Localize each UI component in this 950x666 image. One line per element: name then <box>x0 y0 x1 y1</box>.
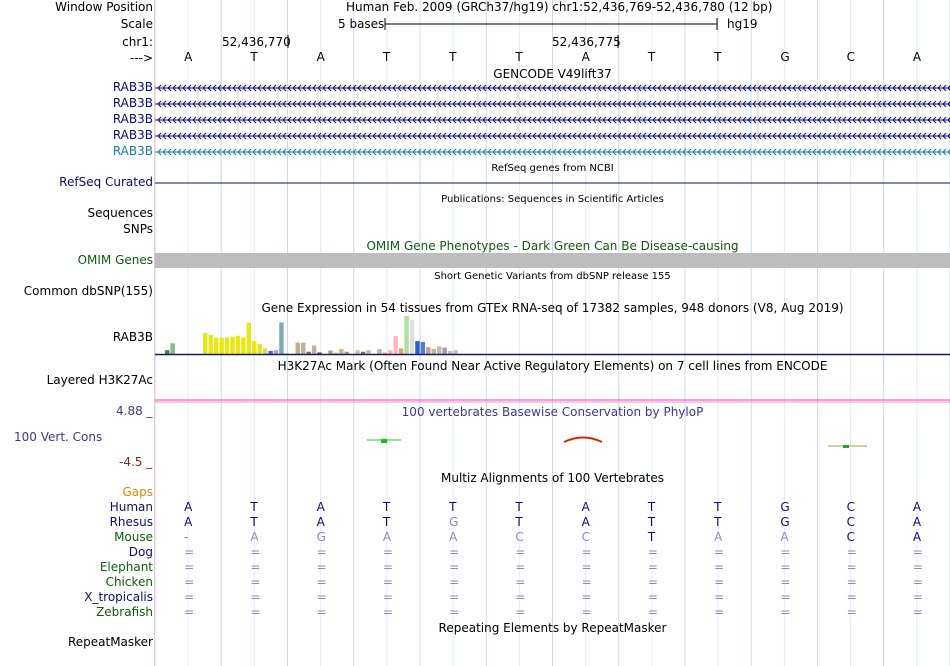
alignment-base: = <box>250 560 261 574</box>
gtex-bar <box>219 338 223 354</box>
alignment-base: A <box>184 500 193 514</box>
gencode-transcript-label: RAB3B <box>112 96 153 110</box>
alignment-base: = <box>714 575 725 589</box>
snps-label[interactable]: SNPs <box>123 222 153 236</box>
ruler-base: A <box>581 50 590 64</box>
alignment-base: = <box>449 605 460 619</box>
gencode-transcript-label: RAB3B <box>112 112 153 126</box>
alignment-base: C <box>846 530 856 544</box>
alignment-base: A <box>250 530 259 544</box>
alignment-base: T <box>382 500 391 514</box>
gtex-bar <box>241 338 245 354</box>
gtex-bar <box>247 323 251 354</box>
alignment-base: A <box>714 530 723 544</box>
alignment-base: = <box>382 545 393 559</box>
alignment-base: = <box>647 590 658 604</box>
repeatmasker-title[interactable]: Repeating Elements by RepeatMasker <box>438 621 667 635</box>
gtex-title[interactable]: Gene Expression in 54 tissues from GTEx RNA-seq of 17382 samples, 948 donors (V8, Aug 2019) <box>261 301 844 315</box>
alignment-base: = <box>316 605 327 619</box>
dbsnp-title[interactable]: Short Genetic Variants from dbSNP release 155 <box>434 271 671 282</box>
alignment-base: = <box>184 575 195 589</box>
gtex-bar <box>345 352 349 354</box>
alignment-base: = <box>382 590 393 604</box>
alignment-base: = <box>250 545 261 559</box>
alignment-base: G <box>780 500 790 514</box>
strand-label: ---> <box>129 51 153 65</box>
coord-label-a: 52,436,770 <box>222 35 291 49</box>
gtex-bar <box>393 336 397 354</box>
scale-label: Scale <box>120 17 153 31</box>
alignment-base: T <box>714 515 722 529</box>
alignment-base: = <box>912 590 923 604</box>
gtex-bar <box>263 348 267 354</box>
window-position-text: Human Feb. 2009 (GRCh37/hg19) chr1:52,436,769-52,436,780 (12 bp) <box>346 0 773 14</box>
alignment-base: = <box>250 575 261 589</box>
gtex-bar <box>404 316 408 354</box>
gtex-bar <box>421 342 425 354</box>
gencode-title[interactable]: GENCODE V49lift37 <box>493 67 612 81</box>
alignment-base: = <box>316 560 327 574</box>
alignment-base: T <box>250 515 258 529</box>
gtex-bar <box>399 348 403 354</box>
alignment-base: = <box>647 605 658 619</box>
alignment-base: G <box>316 530 326 544</box>
gtex-bar <box>252 341 256 354</box>
alignment-base: = <box>382 605 393 619</box>
alignment-base: = <box>780 545 791 559</box>
ruler-base: A <box>316 50 325 64</box>
alignment-base: A <box>184 515 193 529</box>
chrom-label: chr1: <box>122 35 153 49</box>
gtex-bar <box>257 344 261 354</box>
h3k27ac-title[interactable]: H3K27Ac Mark (Often Found Near Active Regulatory Elements) on 7 cell lines from ENCODE <box>277 359 828 373</box>
gtex-bar <box>165 350 169 354</box>
phylop-mark <box>381 439 387 443</box>
gencode-transcript-label: RAB3B <box>112 128 153 142</box>
alignment-base: = <box>581 560 592 574</box>
alignment-base: = <box>449 590 460 604</box>
alignment-base: A <box>581 515 590 529</box>
alignment-base: T <box>714 500 722 514</box>
alignment-base: = <box>250 590 261 604</box>
ruler-base: T <box>647 50 656 64</box>
gtex-bar <box>415 341 419 354</box>
alignment-base: = <box>184 605 195 619</box>
alignment-base: = <box>250 605 261 619</box>
species-label: Elephant <box>99 560 153 574</box>
alignment-base: = <box>316 545 327 559</box>
ruler-base: T <box>382 50 391 64</box>
alignment-base: = <box>912 545 923 559</box>
alignment-base: = <box>382 560 393 574</box>
ruler-base: A <box>912 50 922 64</box>
alignment-base: T <box>647 515 656 529</box>
alignment-base: A <box>912 500 922 514</box>
alignment-base: C <box>581 530 591 544</box>
alignment-base: C <box>846 515 856 529</box>
alignment-base: A <box>382 530 392 544</box>
gtex-bar <box>296 343 300 354</box>
gtex-bar <box>328 351 332 354</box>
ruler-base: G <box>780 50 790 64</box>
species-label: Zebrafish <box>96 605 153 619</box>
phylop-mark <box>564 438 602 443</box>
alignment-base: = <box>184 545 195 559</box>
alignment-base: A <box>316 500 325 514</box>
gtex-bar <box>448 351 452 354</box>
phylop-label[interactable]: 100 Vert. Cons <box>14 430 103 444</box>
alignment-base: = <box>184 590 195 604</box>
species-label: Mouse <box>114 530 153 544</box>
omim-label[interactable]: OMIM Genes <box>77 253 153 267</box>
omim-bar <box>155 253 950 268</box>
gencode-transcript-label: RAB3B <box>112 80 153 94</box>
alignment-base: = <box>515 590 526 604</box>
alignment-base: = <box>846 545 857 559</box>
multiz-title[interactable]: Multiz Alignments of 100 Vertebrates <box>440 471 665 485</box>
alignment-base: T <box>647 530 656 544</box>
alignment-base: = <box>581 575 592 589</box>
alignment-base: T <box>449 500 457 514</box>
alignment-base: = <box>647 560 658 574</box>
alignment-base: = <box>647 575 658 589</box>
scale-text: 5 bases <box>338 17 385 31</box>
track-graphics[interactable] <box>155 0 950 666</box>
alignment-base: = <box>780 560 791 574</box>
gtex-bar <box>432 349 436 354</box>
alignment-base: = <box>581 590 592 604</box>
alignment-base: C <box>846 500 856 514</box>
gtex-bar <box>426 347 430 354</box>
alignment-base: A <box>316 515 325 529</box>
alignment-base: = <box>912 605 923 619</box>
alignment-base: C <box>515 530 524 544</box>
species-label: Human <box>109 500 153 514</box>
alignment-base: = <box>714 605 725 619</box>
window-position-label: Window Position <box>55 0 153 14</box>
h3k27ac-label[interactable]: Layered H3K27Ac <box>46 373 153 387</box>
gtex-bar <box>274 350 278 354</box>
omim-title[interactable]: OMIM Gene Phenotypes - Dark Green Can Be Disease-causing <box>366 239 739 253</box>
gtex-bar <box>225 338 229 354</box>
gencode-transcript-label: RAB3B <box>112 144 153 158</box>
scale-assembly: hg19 <box>727 17 758 31</box>
refseq-label[interactable]: RefSeq Curated <box>59 175 153 189</box>
alignment-base: T <box>250 500 258 514</box>
alignment-base: A <box>912 515 922 529</box>
alignment-base: = <box>846 560 857 574</box>
ruler-base: T <box>250 50 258 64</box>
ruler-base: T <box>449 50 457 64</box>
alignment-base: = <box>515 545 526 559</box>
alignment-base: = <box>714 560 725 574</box>
phylop-min: -4.5 _ <box>119 455 153 469</box>
publications-title[interactable]: Publications: Sequences in Scientific Articles <box>441 194 664 205</box>
alignment-base: = <box>515 605 526 619</box>
alignment-base: G <box>780 515 790 529</box>
alignment-base: = <box>382 575 393 589</box>
ruler-base: T <box>714 50 722 64</box>
phylop-title[interactable]: 100 vertebrates Basewise Conservation by PhyloP <box>401 405 704 419</box>
alignment-base: = <box>449 545 460 559</box>
alignment-base: - <box>184 530 189 544</box>
gtex-bar <box>453 350 457 354</box>
gtex-bar <box>170 343 174 354</box>
gtex-bar <box>301 343 305 354</box>
alignment-base: T <box>647 500 656 514</box>
alignment-base: = <box>714 590 725 604</box>
refseq-title[interactable]: RefSeq genes from NCBI <box>491 163 614 174</box>
gtex-bar <box>355 350 359 354</box>
alignment-base: = <box>912 560 923 574</box>
gtex-bar <box>410 320 414 354</box>
ruler-base: T <box>515 50 523 64</box>
gtex-bar <box>312 346 316 354</box>
gtex-bar <box>209 335 213 354</box>
alignment-base: = <box>184 560 195 574</box>
alignment-base: = <box>780 575 791 589</box>
alignment-base: = <box>846 575 857 589</box>
ruler-base: C <box>846 50 856 64</box>
alignment-base: = <box>846 605 857 619</box>
gtex-label[interactable]: RAB3B <box>112 330 153 344</box>
alignment-base: = <box>316 575 327 589</box>
gtex-bar <box>230 337 234 354</box>
alignment-base: = <box>780 605 791 619</box>
phylop-mark <box>843 445 849 448</box>
alignment-base: A <box>780 530 789 544</box>
alignment-base: = <box>912 575 923 589</box>
gtex-bar <box>366 350 370 354</box>
ruler-base: A <box>184 50 193 64</box>
species-label: X_tropicalis <box>84 590 153 604</box>
gtex-bar <box>442 348 446 354</box>
gtex-bar <box>339 349 343 354</box>
alignment-base: T <box>382 515 391 529</box>
coord-label-b: 52,436,775 <box>552 35 621 49</box>
repeatmasker-label[interactable]: RepeatMasker <box>67 635 153 649</box>
alignment-base: = <box>581 545 592 559</box>
gtex-bar <box>306 352 310 354</box>
species-label: Chicken <box>105 575 153 589</box>
alignment-base: A <box>581 500 590 514</box>
species-label: Rhesus <box>109 515 153 529</box>
sequences-label[interactable]: Sequences <box>87 206 153 220</box>
alignment-base: = <box>515 575 526 589</box>
gtex-bar <box>214 338 218 354</box>
alignment-base: = <box>316 590 327 604</box>
gtex-bar <box>437 346 441 354</box>
alignment-base: G <box>449 515 459 529</box>
gtex-bar <box>268 351 272 354</box>
gtex-bar <box>388 350 392 354</box>
gaps-label[interactable]: Gaps <box>122 485 153 499</box>
alignment-base: = <box>515 560 526 574</box>
gtex-bar <box>203 333 207 354</box>
alignment-base: A <box>912 530 922 544</box>
phylop-max: 4.88 _ <box>116 404 153 418</box>
alignment-base: = <box>647 545 658 559</box>
gtex-bar <box>236 336 240 354</box>
alignment-base: = <box>581 605 592 619</box>
gtex-bar <box>279 322 283 354</box>
gtex-bar <box>377 349 381 354</box>
alignment-base: = <box>714 545 725 559</box>
alignment-base: A <box>449 530 458 544</box>
species-label: Dog <box>128 545 153 559</box>
alignment-base: = <box>449 575 460 589</box>
gtex-bar <box>361 352 365 354</box>
alignment-base: = <box>846 590 857 604</box>
alignment-base: T <box>515 500 523 514</box>
alignment-base: T <box>515 515 523 529</box>
alignment-base: = <box>780 590 791 604</box>
alignment-base: = <box>449 560 460 574</box>
dbsnp-label[interactable]: Common dbSNP(155) <box>23 284 153 298</box>
